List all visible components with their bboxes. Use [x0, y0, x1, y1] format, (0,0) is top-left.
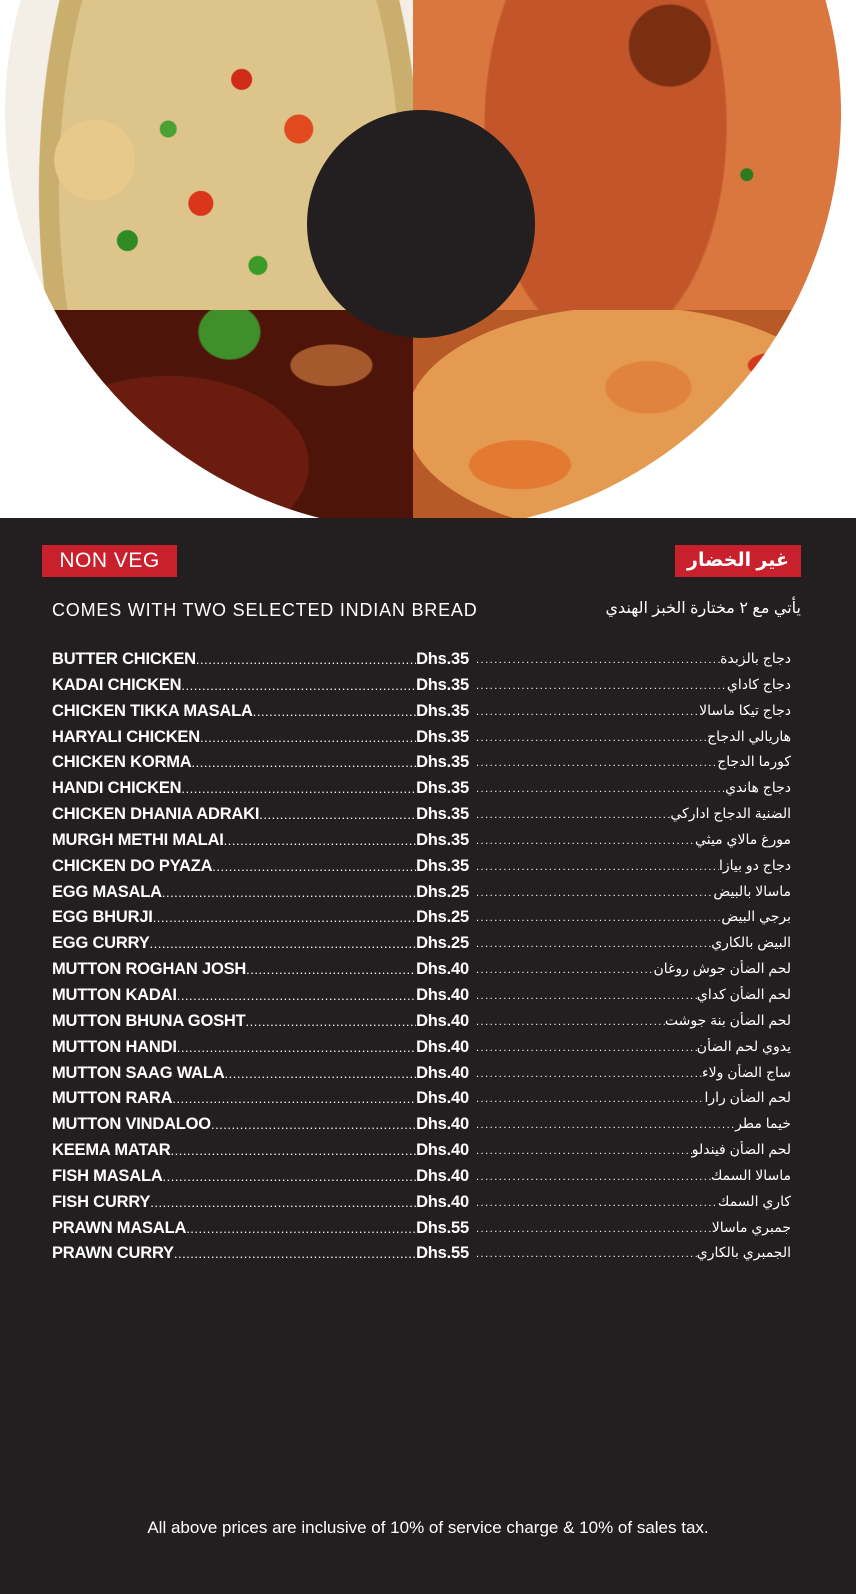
- menu-item: [0, 702, 856, 728]
- menu-item-name: EGG MASALA: [52, 882, 162, 901]
- menu-item: [0, 1038, 856, 1064]
- menu-item-price: Dhs.35: [416, 856, 469, 875]
- menu-item-price: Dhs.55: [416, 1218, 469, 1237]
- menu-item-name-ar: الضنية الدجاج اداركي: [670, 805, 791, 822]
- menu-item-name: HARYALI CHICKEN: [52, 727, 200, 746]
- menu-item-name-ar: خيما مطر: [735, 1115, 791, 1132]
- menu-item-en: [52, 1115, 469, 1140]
- menu-item-en: [52, 702, 469, 727]
- menu-item-price: Dhs.25: [416, 908, 469, 927]
- menu-item-name-ar: دجاج بالزبدة: [720, 650, 791, 666]
- leader-dots: [181, 678, 416, 693]
- menu-item: [0, 934, 856, 960]
- menu-item-price: Dhs.40: [416, 1063, 469, 1082]
- menu-panel: [0, 518, 856, 1594]
- menu-item-price: Dhs.40: [416, 1166, 469, 1185]
- menu-item: [0, 831, 856, 857]
- leader-dots: [476, 1016, 665, 1028]
- leader-dots: [245, 1014, 416, 1029]
- menu-item-en: [52, 883, 469, 908]
- menu-item-en: [52, 960, 469, 985]
- menu-item-name-ar: دجاج دو بيازا: [718, 856, 791, 873]
- menu-item-ar: [476, 676, 791, 701]
- leader-dots: [246, 962, 416, 977]
- menu-item-name: MUTTON RARA: [52, 1089, 173, 1108]
- menu-item-ar: [476, 1012, 791, 1037]
- menu-item-name: HANDI CHICKEN: [52, 779, 182, 798]
- menu-item-name: MURGH METHI MALAI: [52, 830, 224, 849]
- menu-item-price: Dhs.25: [416, 934, 469, 953]
- menu-item-en: [52, 1167, 469, 1192]
- menu-item-price: Dhs.40: [416, 985, 469, 1004]
- menu-item-price: Dhs.35: [416, 675, 469, 694]
- menu-item-ar: [476, 1141, 791, 1166]
- menu-item-ar: [476, 1115, 791, 1140]
- menu-item: [0, 1219, 856, 1245]
- menu-item-name-ar: كورما الدجاج: [717, 753, 791, 770]
- menu-item-en: [52, 650, 469, 675]
- menu-item-name-ar: لحم الضأن بنة جوشت: [664, 1011, 791, 1028]
- menu-item-en: [52, 1012, 469, 1037]
- menu-item-ar: [476, 702, 791, 727]
- menu-item-name: CHICKEN TIKKA MASALA: [52, 701, 253, 720]
- menu-item-ar: [476, 831, 791, 856]
- menu-item-ar: [476, 779, 791, 804]
- menu-item-name: MUTTON KADAI: [52, 985, 177, 1004]
- menu-item: [0, 960, 856, 986]
- bread-note-en: COMES WITH TWO SELECTED INDIAN BREAD: [52, 600, 478, 620]
- menu-item-name: KEEMA MATAR: [52, 1141, 171, 1160]
- menu-item-name-ar: مورغ مالاي ميثي: [695, 830, 791, 847]
- menu-item-en: [52, 934, 469, 959]
- leader-dots: [476, 1197, 718, 1209]
- menu-item-ar: [476, 960, 791, 985]
- menu-item-name-ar: ماسالا بالبيض: [713, 882, 791, 899]
- menu-item-en: [52, 676, 469, 701]
- leader-dots: [476, 938, 711, 950]
- leader-dots: [476, 809, 670, 821]
- leader-dots: [476, 732, 707, 744]
- menu-item-price: Dhs.35: [416, 753, 469, 772]
- menu-item-name: CHICKEN DO PYAZA: [52, 856, 213, 875]
- menu-item-price: Dhs.35: [416, 727, 469, 746]
- menu-item-name-ar: لحم الضأن كداي: [696, 985, 791, 1002]
- leader-dots: [191, 755, 416, 770]
- leader-dots: [476, 1068, 702, 1080]
- menu-item-en: [52, 1219, 469, 1244]
- menu-item: [0, 857, 856, 883]
- leader-dots: [177, 1040, 416, 1055]
- menu-item: [0, 1115, 856, 1141]
- menu-item-price: Dhs.40: [416, 1037, 469, 1056]
- leader-dots: [186, 1221, 416, 1236]
- menu-item: [0, 676, 856, 702]
- menu-item-ar: [476, 1193, 791, 1218]
- menu-item-price: Dhs.35: [416, 650, 469, 668]
- leader-dots: [224, 833, 416, 848]
- menu-item-name: MUTTON VINDALOO: [52, 1115, 211, 1134]
- menu-item-name: BUTTER CHICKEN: [52, 650, 196, 668]
- menu-item: [0, 986, 856, 1012]
- menu-item-en: [52, 1089, 469, 1114]
- menu-item: [0, 1012, 856, 1038]
- leader-dots: [224, 1066, 416, 1081]
- menu-item: [0, 883, 856, 909]
- mutton-curry-photo: [5, 310, 413, 530]
- leader-dots: [211, 1117, 416, 1132]
- menu-item-name-ar: ساج الضأن ولاء: [702, 1063, 791, 1080]
- food-photo-header: [0, 0, 856, 530]
- menu-item: [0, 805, 856, 831]
- leader-dots: [476, 706, 699, 718]
- menu-item: [0, 650, 856, 676]
- leader-dots: [476, 1093, 704, 1105]
- menu-item-ar: [476, 805, 791, 830]
- menu-item-en: [52, 728, 469, 753]
- leader-dots: [181, 781, 416, 796]
- menu-item-name: EGG CURRY: [52, 934, 150, 953]
- leader-dots: [163, 1169, 417, 1184]
- leader-dots: [476, 990, 697, 1002]
- leader-dots: [259, 807, 416, 822]
- menu-item-name-ar: لحم الضأن فيندلو: [691, 1141, 791, 1158]
- menu-item-ar: [476, 857, 791, 882]
- menu-item-ar: [476, 1167, 791, 1192]
- leader-dots: [170, 1143, 416, 1158]
- menu-item-ar: [476, 883, 791, 908]
- menu-item: [0, 1141, 856, 1167]
- leader-dots: [476, 835, 695, 847]
- menu-item-ar: [476, 1064, 791, 1089]
- menu-item: [0, 1244, 856, 1270]
- menu-item-price: Dhs.40: [416, 1141, 469, 1160]
- menu-item: [0, 1167, 856, 1193]
- menu-item-ar: [476, 1038, 791, 1063]
- menu-item-name-ar: ماسالا السمك: [710, 1166, 791, 1183]
- menu-item-en: [52, 805, 469, 830]
- menu-item-name: CHICKEN DHANIA ADRAKI: [52, 805, 260, 824]
- menu-item-name: PRAWN CURRY: [52, 1244, 174, 1263]
- prawn-curry-photo: [413, 310, 841, 530]
- menu-item-name-ar: هاريالي الدجاج: [707, 727, 791, 744]
- section-title-ar: غير الخضار: [675, 545, 801, 577]
- leader-dots: [476, 1171, 711, 1183]
- menu-item-price: Dhs.40: [416, 1011, 469, 1030]
- menu-item-name-ar: لحم الضأن رارا: [704, 1089, 791, 1106]
- menu-item-name: EGG BHURJI: [52, 908, 153, 927]
- leader-dots: [476, 783, 725, 795]
- menu-item-name-ar: دجاج كاداي: [726, 675, 791, 692]
- menu-item-ar: [476, 1089, 791, 1114]
- menu-item: [0, 1089, 856, 1115]
- menu-item-name-ar: كاري السمك: [717, 1192, 791, 1209]
- leader-dots: [172, 1091, 416, 1106]
- menu-item-price: Dhs.40: [416, 960, 469, 979]
- menu-item-name: CHICKEN KORMA: [52, 753, 192, 772]
- menu-item-price: Dhs.35: [416, 830, 469, 849]
- menu-item-name-ar: لحم الضأن جوش روغان: [653, 960, 791, 977]
- menu-item-ar: [476, 934, 791, 959]
- bread-note-ar: يأتي مع ٢ مختارة الخبز الهندي: [605, 600, 801, 617]
- menu-item-name: FISH CURRY: [52, 1192, 151, 1211]
- menu-item-name: MUTTON BHUNA GOSHT: [52, 1011, 246, 1030]
- menu-item-en: [52, 1193, 469, 1218]
- menu-item-name: KADAI CHICKEN: [52, 675, 182, 694]
- menu-item-en: [52, 753, 469, 778]
- leader-dots: [196, 652, 416, 667]
- menu-item-name-ar: يدوي لحم الضأن: [696, 1037, 791, 1054]
- menu-item-en: [52, 779, 469, 804]
- leader-dots: [476, 964, 654, 976]
- menu-item-en: [52, 1064, 469, 1089]
- leader-dots: [476, 1145, 692, 1157]
- menu-item-ar: [476, 908, 791, 933]
- leader-dots: [150, 936, 417, 951]
- leader-dots: [177, 988, 416, 1003]
- menu-item-name-ar: دجاج تيكا ماسالا: [699, 701, 791, 718]
- hanger-hole: [307, 110, 535, 338]
- menu-item-price: Dhs.25: [416, 882, 469, 901]
- menu-item-price: Dhs.35: [416, 805, 469, 824]
- price-disclaimer: All above prices are inclusive of 10% of service charge & 10% of sales tax.: [147, 1518, 709, 1537]
- menu-item-ar: [476, 1244, 791, 1269]
- leader-dots: [476, 757, 717, 769]
- menu-item-ar: [476, 753, 791, 778]
- menu-item-en: [52, 986, 469, 1011]
- menu-item-name-ar: الجمبري بالكاري: [696, 1244, 791, 1261]
- leader-dots: [150, 1195, 416, 1210]
- leader-dots: [476, 1119, 735, 1131]
- leader-dots: [476, 887, 713, 899]
- menu-item-price: Dhs.40: [416, 1192, 469, 1211]
- menu-item-en: [52, 857, 469, 882]
- menu-item-list: [0, 650, 856, 1270]
- leader-dots: [476, 912, 721, 924]
- menu-item: [0, 1193, 856, 1219]
- menu-item-name-ar: البيض بالكاري: [711, 934, 791, 951]
- menu-item: [0, 1064, 856, 1090]
- menu-item: [0, 753, 856, 779]
- menu-item-price: Dhs.55: [416, 1244, 469, 1263]
- menu-item-name-ar: جمبري ماسالا: [711, 1218, 791, 1235]
- menu-item-name: PRAWN MASALA: [52, 1218, 187, 1237]
- menu-item-price: Dhs.35: [416, 701, 469, 720]
- menu-item-name: FISH MASALA: [52, 1166, 163, 1185]
- menu-item-price: Dhs.40: [416, 1089, 469, 1108]
- leader-dots: [174, 1246, 416, 1261]
- leader-dots: [162, 885, 416, 900]
- leader-dots: [212, 859, 416, 874]
- menu-item-en: [52, 831, 469, 856]
- leader-dots: [476, 861, 719, 873]
- menu-item-en: [52, 1038, 469, 1063]
- menu-item-name: MUTTON HANDI: [52, 1037, 177, 1056]
- leader-dots: [476, 1248, 697, 1260]
- menu-item: [0, 728, 856, 754]
- leader-dots: [476, 1042, 697, 1054]
- menu-item-price: Dhs.40: [416, 1115, 469, 1134]
- menu-item-ar: [476, 986, 791, 1011]
- menu-item-name: MUTTON SAAG WALA: [52, 1063, 225, 1082]
- leader-dots: [253, 704, 416, 719]
- section-title-en: NON VEG: [42, 545, 177, 577]
- menu-item: [0, 908, 856, 934]
- leader-dots: [153, 910, 416, 925]
- menu-item-en: [52, 908, 469, 933]
- leader-dots: [200, 730, 416, 745]
- menu-item-en: [52, 1244, 469, 1269]
- menu-item-ar: [476, 728, 791, 753]
- menu-item-en: [52, 1141, 469, 1166]
- menu-item-ar: [476, 1219, 791, 1244]
- menu-item-name: MUTTON ROGHAN JOSH: [52, 960, 247, 979]
- menu-item-ar: [476, 650, 791, 675]
- leader-dots: [476, 680, 727, 692]
- menu-item-name-ar: برجي البيض: [721, 908, 791, 925]
- leader-dots: [476, 1223, 712, 1235]
- menu-item-name-ar: دجاج هاندي: [725, 779, 791, 796]
- menu-item-price: Dhs.35: [416, 779, 469, 798]
- menu-item: [0, 779, 856, 805]
- leader-dots: [476, 654, 720, 666]
